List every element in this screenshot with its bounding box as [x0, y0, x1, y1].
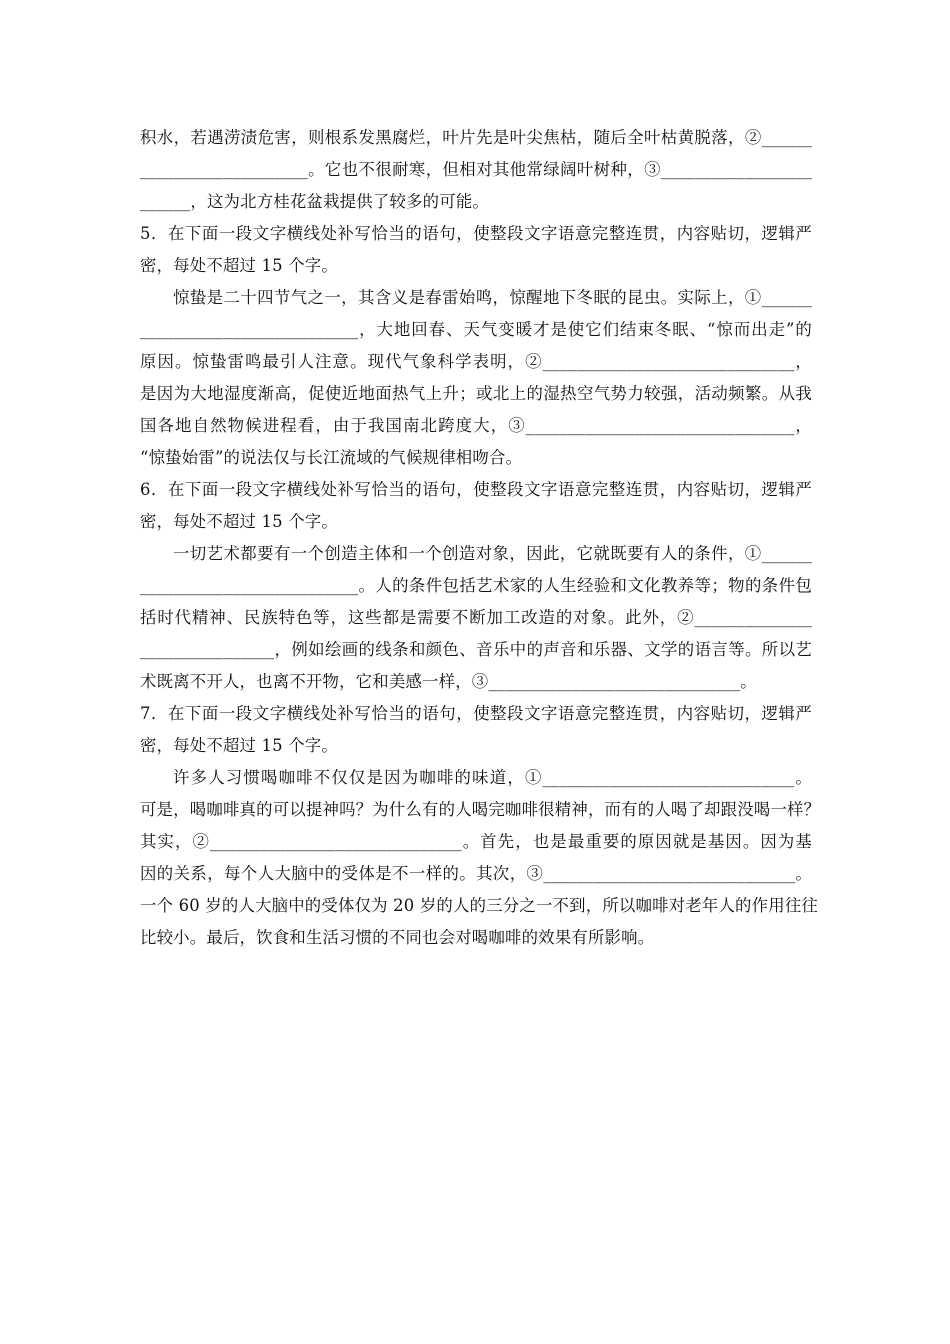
- text-line: 积水，若遇涝渍危害，则根系发黑腐烂，叶片先是叶尖焦枯，随后全叶枯黄脱落，②______: [140, 128, 812, 147]
- text-line: 比较小。最后，饮食和生活习惯的不同也会对喝咖啡的效果有所影响。: [140, 928, 655, 947]
- text-line: 括时代精神、民族特色等，这些都是需要不断加工改造的对象。此外，②______________: [140, 608, 812, 627]
- text-line: 许多人习惯喝咖啡不仅仅是因为咖啡的味道，①______________________________。: [173, 768, 812, 787]
- text-line: 7．在下面一段文字横线处补写恰当的语句，使整段文字语意完整连贯，内容贴切，逻辑严: [140, 704, 812, 723]
- text-line: __________________________，大地回春、天气变暖才是使它们结束冬眠、“惊而出走”的: [140, 320, 812, 339]
- text-line: 密，每处不超过 15 个字。: [140, 512, 338, 531]
- text-line: ______，这为北方桂花盆栽提供了较多的可能。: [140, 192, 490, 211]
- text-line: 6．在下面一段文字横线处补写恰当的语句，使整段文字语意完整连贯，内容贴切，逻辑严: [140, 480, 812, 499]
- text-line: __________________________。人的条件包括艺术家的人生经验和文化教养等；物的条件包: [140, 576, 812, 595]
- text-line: 因的关系，每个人大脑中的受体是不一样的。其次，③______________________________。: [140, 864, 812, 883]
- text-line: 术既离不开人，也离不开物，它和美感一样，③______________________________。: [140, 672, 757, 691]
- text-line: 密，每处不超过 15 个字。: [140, 736, 338, 755]
- text-line: ____________________。它也不很耐寒，但相对其他常绿阔叶树种，③__________________: [140, 160, 812, 179]
- text-line: 是因为大地湿度渐高，促使近地面热气上升；或北上的湿热空气势力较强，活动频繁。从我: [140, 384, 812, 403]
- text-line: 一个 60 岁的人大脑中的受体仅为 20 岁的人的三分之一不到，所以咖啡对老年人的作用往往: [140, 896, 819, 915]
- text-line: 密，每处不超过 15 个字。: [140, 256, 338, 275]
- document-page: [140, 122, 821, 954]
- text-line: 其实，②______________________________。首先，也是最重要的原因就是基因。因为基: [140, 832, 812, 851]
- text-line: 国各地自然物候进程看，由于我国南北跨度大，③________________________________，: [140, 416, 812, 435]
- text-line: 惊蛰是二十四节气之一，其含义是春雷始鸣，惊醒地下冬眠的昆虫。实际上，①______: [173, 288, 812, 307]
- text-line: 原因。惊蛰雷鸣最引人注意。现代气象科学表明，②______________________________，: [140, 352, 812, 371]
- text-line: ________________，例如绘画的线条和颜色、音乐中的声音和乐器、文学的语言等。所以艺: [140, 640, 812, 659]
- text-line: “惊蛰始雷”的说法仅与长江流域的气候规律相吻合。: [140, 448, 523, 467]
- text-line: 5．在下面一段文字横线处补写恰当的语句，使整段文字语意完整连贯，内容贴切，逻辑严: [140, 224, 812, 243]
- text-line: 可是，喝咖啡真的可以提神吗？为什么有的人喝完咖啡很精神，而有的人喝了却跟没喝一样？: [140, 800, 821, 819]
- text-line: 一切艺术都要有一个创造主体和一个创造对象，因此，它就既要有人的条件，①______: [173, 544, 812, 563]
